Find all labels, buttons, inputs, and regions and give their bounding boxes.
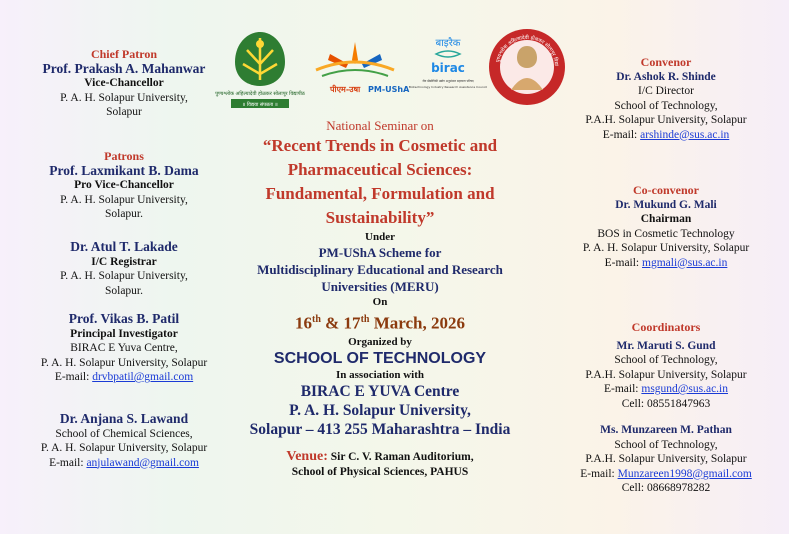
patrons-heading: Patrons (104, 149, 144, 163)
coordinator-2-email-line (560, 467, 772, 482)
university-name: P. A. H. Solapur University, (289, 401, 471, 419)
date-month-year: March, 2026 (369, 313, 466, 333)
coordinator-2-email-link[interactable]: Munzareen1998@gmail.com (617, 467, 752, 480)
patron-affil: P. A. H. Solapur University, (60, 193, 188, 206)
pi-email-link[interactable]: drvbpatil@gmail.com (92, 371, 194, 383)
registrar-block (18, 240, 230, 298)
chief-patron-affil: P. A. H. Solapur University, (60, 91, 188, 104)
date-day-1: 16 (294, 313, 312, 333)
convenor-role: I/C Director (638, 85, 694, 97)
member-email-label: E-mail: (49, 456, 87, 469)
patron-name: Prof. Laxmikant B. Dama (49, 162, 199, 178)
seminar-title-line-3: Fundamental, Formulation and (265, 184, 495, 203)
pi-email-line (18, 370, 230, 385)
birac-council-english: Biotechnology Industry Research Assistance Council (408, 85, 488, 89)
birac-logo (408, 32, 488, 104)
association-label: In association with (335, 368, 425, 381)
chief-patron-block (18, 47, 230, 120)
organized-by-label: Organized by (348, 335, 412, 348)
patron-role: Pro Vice-Chancellor (74, 179, 174, 191)
coconvenor-univ: P. A. H. Solapur University, Solapur (582, 242, 750, 254)
pi-block (18, 312, 230, 385)
venue-line-2: School of Physical Sciences, PAHUS (291, 465, 469, 478)
coordinator-1-name: Mr. Maruti S. Gund (616, 339, 716, 352)
coordinators-block (560, 320, 772, 496)
coordinator-2-email-label: E-mail: (580, 467, 618, 480)
organizer-school: SCHOOL OF TECHNOLOGY (273, 349, 487, 367)
seminar-title-line-4: Sustainability” (325, 208, 435, 227)
member-affil: School of Chemical Sciences, (55, 427, 193, 440)
pm-usha-english: PM-UShA (368, 85, 410, 94)
venue-label: Venue: (286, 448, 328, 464)
pi-email-label: E-mail: (54, 371, 93, 383)
seminar-details (230, 117, 530, 480)
convenor-email-label: E-mail: (602, 128, 641, 141)
university-logo (215, 24, 305, 112)
venue-line-1 (230, 449, 530, 465)
scheme-line-1: PM-UShA Scheme for (318, 245, 442, 260)
pm-usha-logo (302, 34, 408, 104)
on-label: On (372, 296, 388, 308)
convenor-heading: Convenor (640, 55, 692, 69)
member-email-line (18, 456, 230, 471)
birac-word: birac (431, 61, 465, 75)
patrons-block (18, 149, 230, 222)
coordinator-2-name: Ms. Munzareen M. Pathan (600, 424, 732, 436)
pi-affil: BIRAC E Yuva Centre, (70, 342, 178, 354)
member-name: Dr. Anjana S. Lawand (59, 411, 189, 426)
convenor-block (560, 55, 772, 142)
convenor-name: Dr. Ashok R. Shinde (616, 70, 716, 83)
date-suffix-1: th (311, 314, 321, 325)
date-suffix-2: th (360, 314, 370, 325)
convenor-email-link[interactable]: arshinde@sus.ac.in (640, 128, 730, 141)
chief-patron-role: Vice-Chancellor (84, 77, 164, 89)
member-email-link[interactable]: anjulawand@gmail.com (86, 456, 199, 469)
venue-hall: Sir C. V. Raman Auditorium, (327, 450, 474, 463)
scheme-line-2: Multidisciplinary Educational and Research (257, 262, 503, 277)
coordinator-2-univ: P.A.H. Solapur University, Solapur (585, 453, 747, 465)
convenor-univ: P.A.H. Solapur University, Solapur (585, 114, 747, 126)
pi-name: Prof. Vikas B. Patil (68, 311, 180, 326)
birac-council-hindi: जैव प्रौद्योगिकी उद्योग अनुसंधान सहायता परिषद (422, 79, 474, 83)
coordinator-2-affil: School of Technology, (614, 438, 718, 451)
pi-role: Principal Investigator (70, 327, 178, 340)
coconvenor-heading: Co-convenor (633, 183, 699, 197)
birac-hindi: बाइरैक (435, 38, 461, 49)
coconvenor-name: Dr. Mukund G. Mali (615, 198, 717, 211)
seal-text: पुण्यश्लोक अहिल्यादेवी होळकर सोलापूर विद्या (495, 34, 560, 67)
member-univ: P. A. H. Solapur University, Solapur (40, 442, 208, 454)
coordinator-1-cell: Cell: 08551847963 (621, 397, 711, 410)
coconvenor-email-label: E-mail: (604, 256, 643, 269)
chief-patron-city: Solapur (106, 106, 142, 118)
chief-patron-name: Prof. Prakash A. Mahanwar (42, 60, 206, 76)
ahilyadevi-seal (487, 24, 567, 110)
seminar-intro: National Seminar on (326, 118, 434, 133)
coordinator-1-univ: P.A.H. Solapur University, Solapur (585, 368, 747, 381)
registrar-name: Dr. Atul T. Lakade (70, 239, 178, 254)
seminar-title-line-1: “Recent Trends in Cosmetic and (262, 136, 498, 155)
chief-patron-heading: Chief Patron (90, 47, 158, 61)
coordinator-1-email-label: E-mail: (604, 383, 642, 395)
patron-city: Solapur. (104, 208, 143, 220)
university-logo-text: पुण्यश्लोक अहिल्यादेवी होळकर सोलापूर विद्यापीठ (215, 91, 305, 97)
seminar-title-line-2: Pharmaceutical Sciences: (287, 160, 473, 179)
coconvenor-email-link[interactable]: mgmali@sus.ac.in (642, 256, 728, 269)
scheme-line-3: Universities (MERU) (321, 279, 439, 294)
seminar-dates (230, 309, 530, 335)
birac-centre: BIRAC E YUVA Centre (300, 382, 460, 400)
coordinator-1-email-link[interactable]: msgund@sus.ac.in (641, 383, 728, 395)
convenor-email-line (560, 128, 772, 143)
university-address: Solapur – 413 255 Maharashtra – India (249, 420, 511, 438)
convenor-affil: School of Technology, (614, 99, 718, 112)
registrar-city: Solapur. (104, 284, 143, 297)
registrar-role: I/C Registrar (91, 255, 157, 268)
coconvenor-affil: BOS in Cosmetic Technology (597, 227, 735, 240)
registrar-affil: P. A. H. Solapur University, (60, 270, 188, 282)
coordinator-2-cell: Cell: 08668978282 (621, 482, 711, 494)
coconvenor-role: Chairman (640, 213, 692, 225)
coconvenor-email-line (560, 256, 772, 271)
under-label: Under (365, 231, 395, 243)
coordinator-1-email-line (560, 382, 772, 397)
date-day-2: & 17 (320, 313, 361, 333)
pi-univ: P. A. H. Solapur University, Solapur (40, 356, 208, 369)
university-logo-motto: ॥ विद्यया संपन्नता ॥ (242, 102, 278, 108)
pm-usha-hindi: पीएम-उषा (330, 85, 361, 94)
coordinators-heading: Coordinators (631, 320, 701, 334)
coordinator-1-affil: School of Technology, (614, 354, 718, 366)
coconvenor-block (560, 183, 772, 270)
member-block (18, 412, 230, 470)
